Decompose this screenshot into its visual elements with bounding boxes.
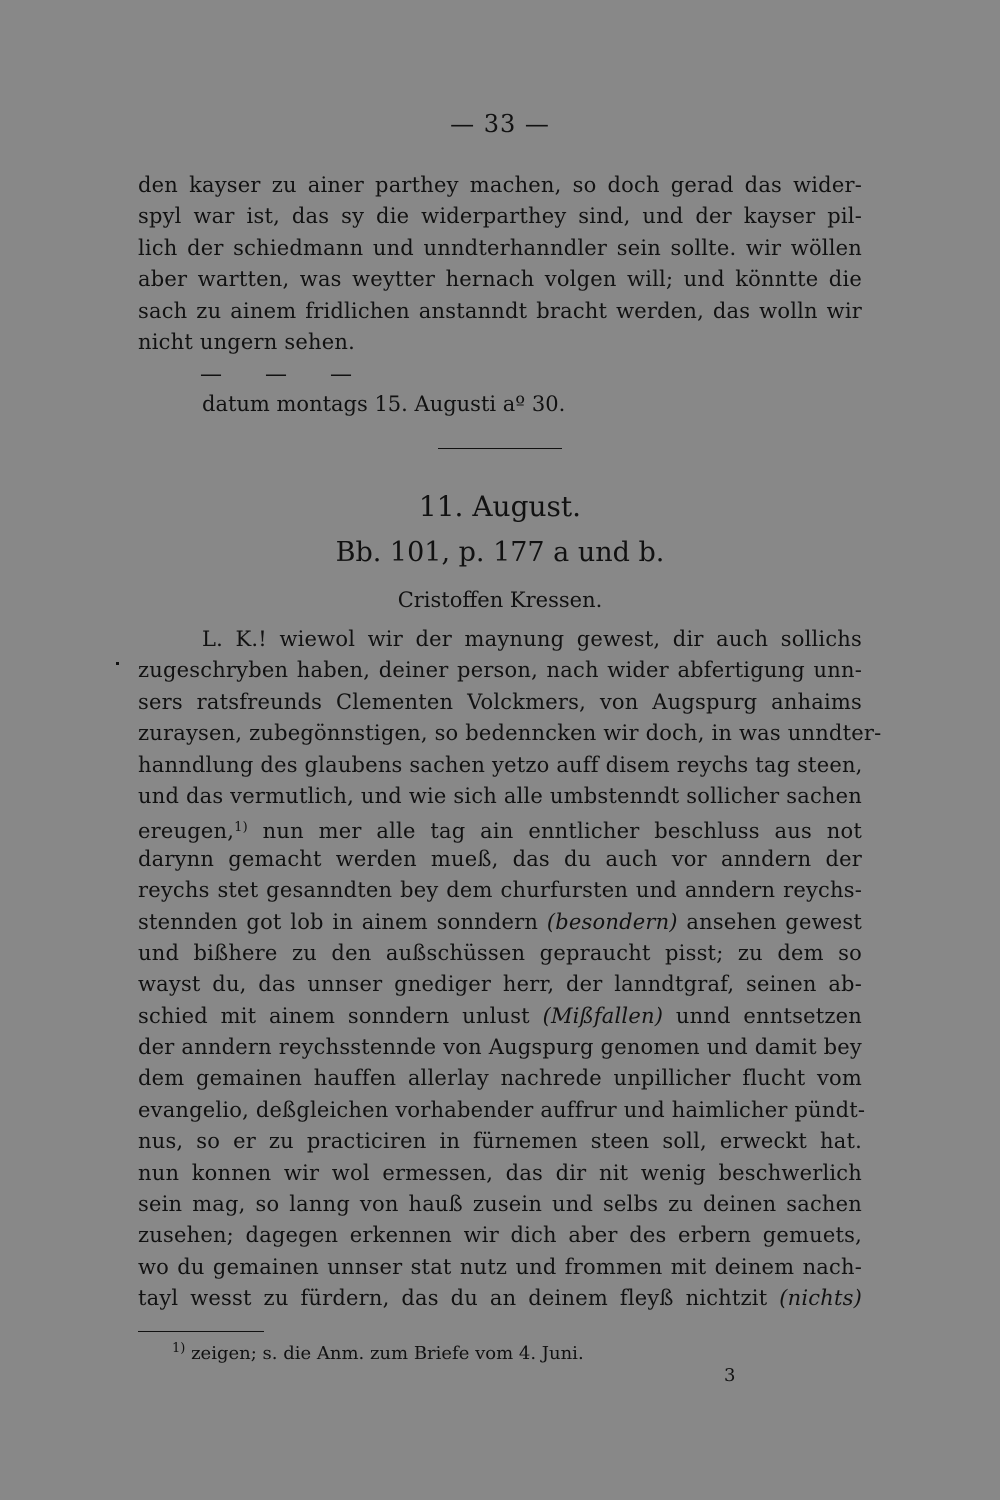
text-line: dem gemainen hauffen allerlay nachrede unpillicher flucht vom: [138, 1066, 862, 1091]
text-fragment: ereugen,: [138, 819, 235, 844]
margin-mark: [116, 662, 119, 665]
text-line: und bißhere zu den außschüssen gepraucht pisst; zu dem so: [138, 940, 862, 965]
text-line: nus, so er zu practiciren in fürnemen steen soll, erweckt hat.: [138, 1129, 862, 1154]
text-line: [138, 812, 862, 843]
dateline: datum montags 15. Augusti aº 30.: [202, 392, 566, 416]
text-line: evangelio, deßgleichen vorhabender auffrur und haimlicher pündt-: [138, 1097, 866, 1122]
text-line: aber wartten, was weytter hernach volgen will; und könntte die: [138, 267, 862, 292]
page-number: — 33 —: [450, 110, 550, 138]
text-line: sers ratsfreunds Clementen Volckmers, von Augspurg anhaims: [138, 689, 862, 714]
letter-paragraph-2: [138, 624, 882, 1315]
letter-paragraph-1: [138, 170, 862, 358]
text-line: wo du gemainen unnser stat nutz und frommen mit deinem nach-: [138, 1254, 862, 1279]
text-fragment: schied mit ainem sonndern unlust: [138, 1003, 543, 1028]
text-line: zusehen; dagegen erkennen wir dich aber des erbern gemuets,: [138, 1223, 862, 1248]
letter-date-heading: 11. August.: [418, 490, 582, 523]
text-fragment: ansehen gewest: [677, 909, 862, 934]
editorial-gloss: (nichts): [779, 1286, 862, 1311]
text-line: nicht ungern sehen.: [138, 329, 355, 354]
text-line: den kayser zu ainer parthey machen, so doch gerad das wider-: [138, 173, 862, 197]
editorial-gloss: (Mißfallen): [542, 1003, 664, 1028]
signature-mark: 3: [724, 1365, 736, 1386]
footnote-reference: 1): [234, 820, 248, 836]
text-line: lich der schiedmann und unndterhanndler sein sollte. wir wöllen: [138, 235, 862, 260]
text-line: sach zu ainem fridlichen anstanndt bracht werden, das wolln wir: [138, 298, 862, 323]
letter-addressee: Cristoffen Kressen.: [397, 588, 603, 612]
text-fragment: nun mer alle tag ain enntlicher beschluss aus not: [247, 819, 862, 844]
text-line: [138, 1283, 862, 1314]
footnote-marker: 1): [172, 1341, 186, 1356]
text-line: zuraysen, zubegönnstigen, so bedenncken wir doch, in was unndter-: [138, 721, 882, 746]
text-fragment: tayl wesst zu fürdern, das du an deinem fleyß nichtzit: [138, 1286, 780, 1311]
text-line: hanndlung des glaubens sachen yetzo auff disem reychs tag steen,: [138, 752, 863, 777]
text-line: [138, 1001, 862, 1032]
text-line: der anndern reychsstennde von Augspurg genomen und damit bey: [138, 1035, 862, 1060]
section-dashes: — — —: [200, 362, 370, 387]
text-line: sein mag, so lanng von hauß zusein und selbs zu deinen sachen: [138, 1192, 862, 1217]
text-line: reychs stet gesanndten bey dem churfursten und anndern reychs-: [138, 878, 862, 903]
text-line: nun konnen wir wol ermessen, das dir nit wenig beschwerlich: [138, 1160, 862, 1185]
section-divider: [438, 448, 562, 449]
text-line: zugeschryben haben, deiner person, nach wider abfertigung unn-: [138, 658, 862, 683]
footnote-rule: [138, 1331, 264, 1332]
editorial-gloss: (besondern): [546, 909, 678, 934]
text-line: und das vermutlich, und wie sich alle umbstenndt sollicher sachen: [138, 783, 862, 808]
text-fragment: unnd enntsetzen: [663, 1003, 862, 1028]
text-line: spyl war ist, das sy die widerparthey sind, und der kayser pil-: [138, 204, 862, 229]
text-line: darynn gemacht werden mueß, das du auch vor anndern der: [138, 846, 862, 871]
footnote-text: zeigen; s. die Anm. zum Briefe vom 4. Juni.: [185, 1343, 584, 1364]
text-line: [138, 907, 862, 938]
text-fragment: stennden got lob in ainem sonndern: [138, 909, 547, 934]
letter-reference-heading: Bb. 101, p. 177 a und b.: [335, 537, 665, 568]
text-line: L. K.! wiewol wir der maynung gewest, dir auch sollichs: [202, 627, 862, 651]
footnote: [172, 1341, 584, 1364]
text-line: wayst du, das unnser gnediger herr, der lanndtgraf, seinen ab-: [138, 972, 862, 997]
